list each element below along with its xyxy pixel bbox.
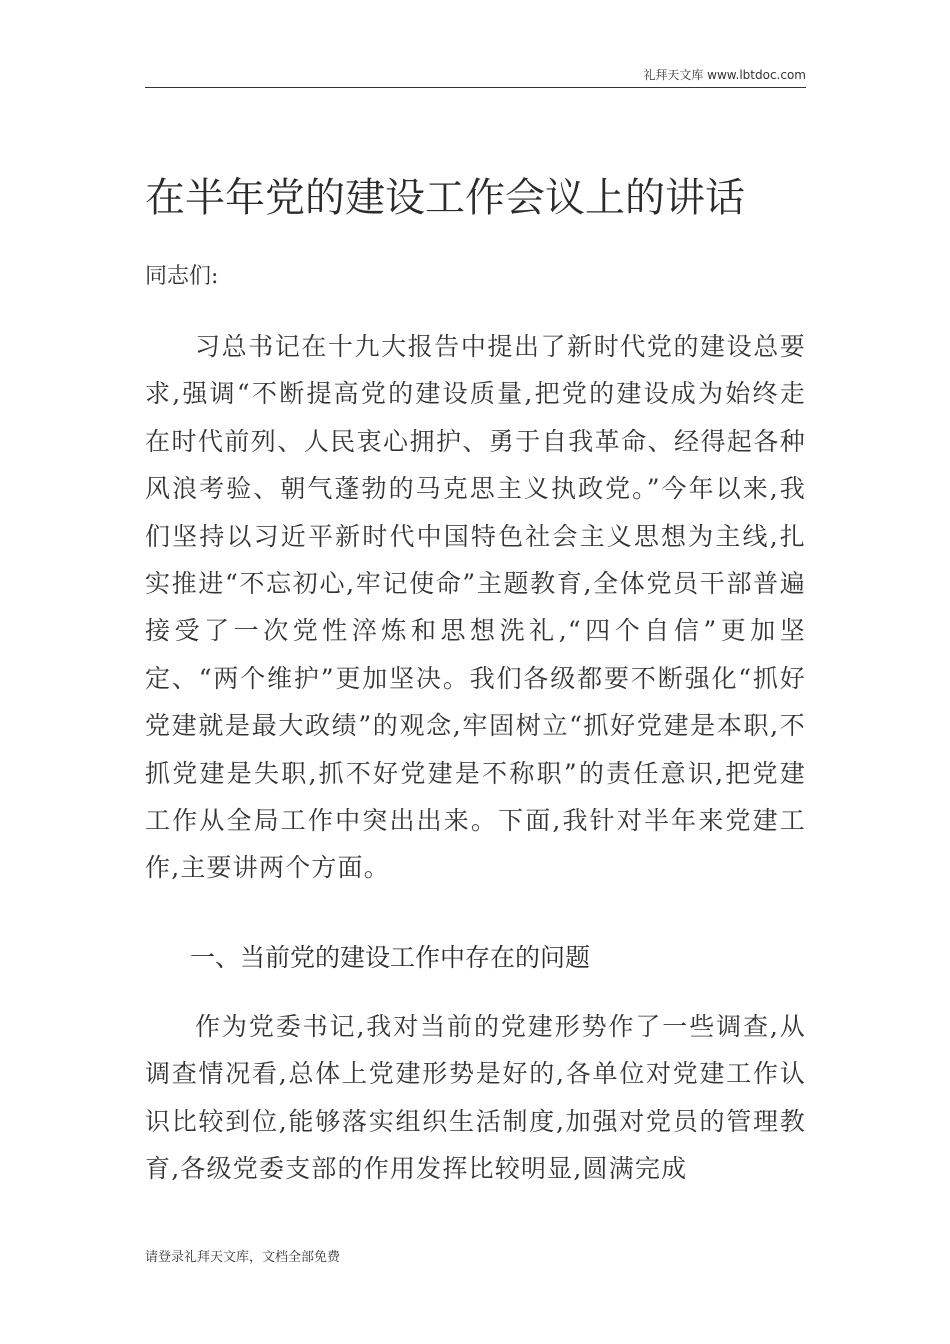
- section-heading: 一、当前党的建设工作中存在的问题: [190, 943, 591, 972]
- document-title: 在半年党的建设工作会议上的讲话: [145, 175, 745, 221]
- body-paragraph: 习总书记在十九大报告中提出了新时代党的建设总要求,强调“不断提高党的建设质量,把党的建设成为始终走在时代前列、人民衷心拥护、勇于自我革命、经得起各种风浪考验、朝气蓬勃的马克思主义执政党。”今年以来,我们坚持以习近平新时代中国特色社会主义思想为主线,扎实推进“不忘初心,牢记使命”主题教育,全体党员干部普遍接受了一次党性淬炼和思想洗礼,“四个自信”更加坚定、“两个维护”更加坚决。我们各级都要不断强化“抓好党建就是最大政绩”的观念,牢固树立“抓好党建是本职,不抓党建是失职,抓不好党建是不称职”的责任意识,把党建工作从全局工作中突出出来。下面,我针对半年来党建工作,主要讲两个方面。: [145, 332, 806, 883]
- page-footer: 请登录礼拜天文库，文档全部免费: [145, 1250, 341, 1265]
- salutation: 同志们:: [145, 264, 219, 289]
- page-header: 礼拜天文库 www.lbtdoc.com: [643, 68, 806, 82]
- body-paragraph: 作为党委书记,我对当前的党建形势作了一些调查,从调查情况看,总体上党建形势是好的,各单位对党建工作认识比较到位,能够落实组织生活制度,加强对党员的管理教育,各级党委支部的作用发挥比较明显,圆满完成: [145, 1012, 806, 1184]
- header-divider: [145, 87, 806, 88]
